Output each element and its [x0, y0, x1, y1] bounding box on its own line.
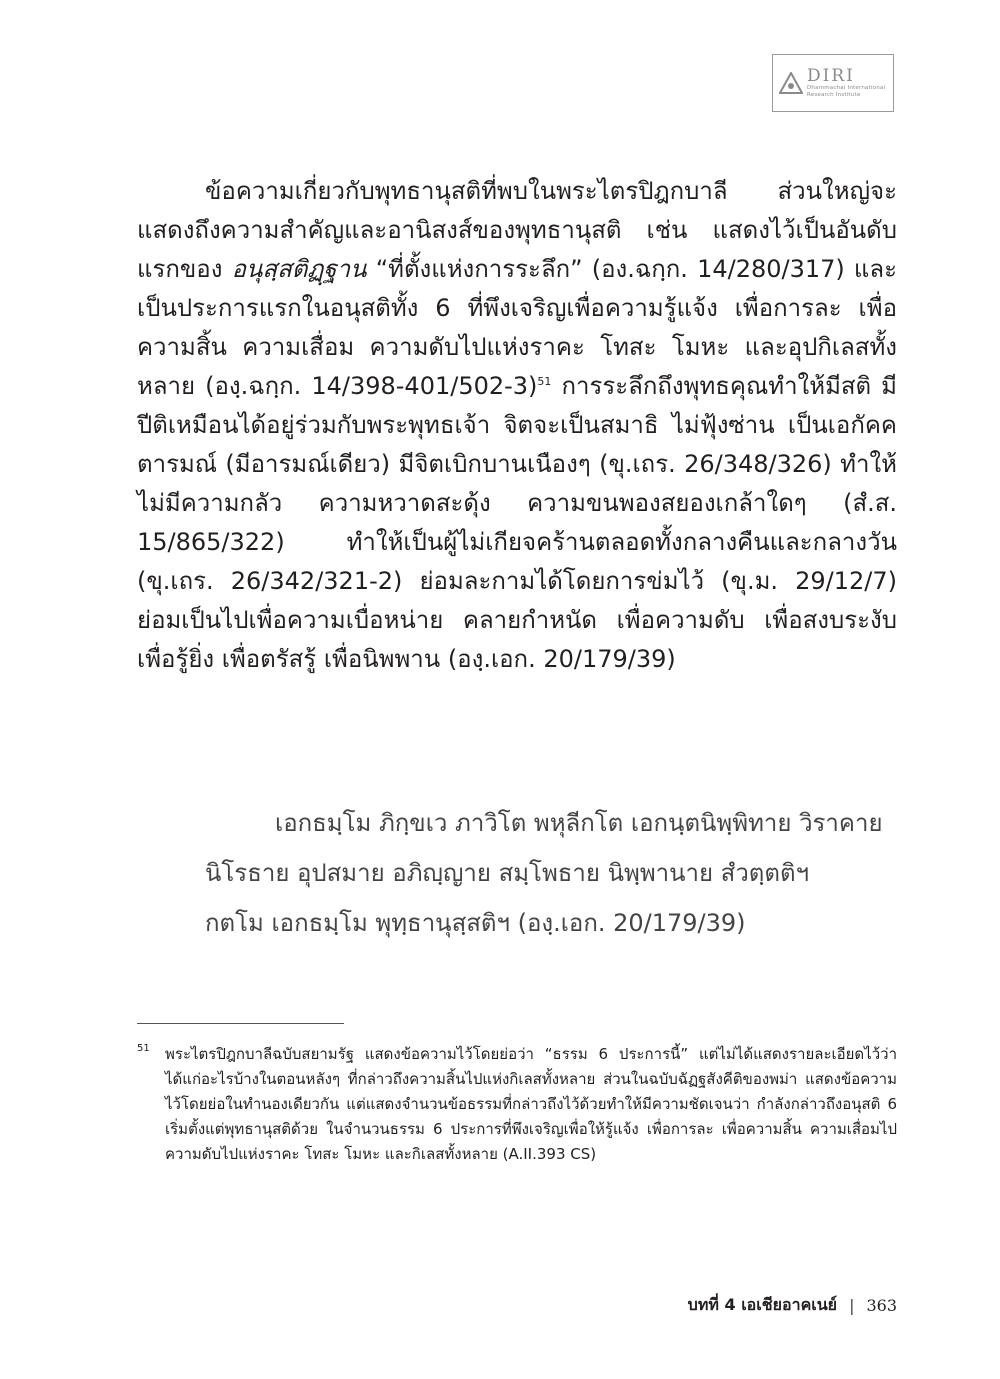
logo-line-2: Research Institute [807, 92, 861, 98]
pali-line-2: นิโรธาย อุปสมาย อภิญฺญาย สมฺโพธาย นิพฺพานาย สํวตฺตติฯ [205, 859, 810, 887]
italic-term: อนุสฺสติฏฺฐาน [231, 255, 367, 283]
diri-logo [772, 54, 894, 112]
footnote-reference[interactable]: 51 [537, 375, 552, 388]
logo-line-1: Dhammachai International [807, 85, 886, 91]
footnote [137, 1042, 897, 1167]
paragraph-text-3: การระลึกถึงพุทธคุณทำให้มีสติ มีปีติเหมือนได้อยู่ร่วมกับพระพุทธเจ้า จิตจะเป็นสมาธิ ไม่ฟุ้งซ่าน เป็นเอกัคคตารมณ์ (มีอารมณ์เดียว) มีจิตเบิกบานเนืองๆ (ขุ.เถร. 26/348/326) ทำให้ไม่มีความกลัว ความหวาดสะดุ้ง ความขนพองสยองเกล้าใดๆ (สํ.ส. 15/865/322) ทำให้เป็นผู้ไม่เกียจคร้านตลอดทั้งกลางคืนและกลางวัน (ขุ.เถร. 26/342/321-2) ย่อมละกามได้โดยการข่มไว้ (ขุ.ม. 29/12/7) ย่อมเป็นไปเพื่อความเบื่อหน่าย คลายกำหนัด เพื่อความดับ เพื่อสงบระงับ เพื่อรู้ยิ่ง เพื่อตรัสรู้ เพื่อนิพพาน (องฺ.เอก. 20/179/39) [137, 372, 898, 673]
pali-line-1: เอกธมฺโม ภิกฺขเว ภาวิโต พหุลีกโต เอกนฺตนิพฺพิทาย วิราคาย [275, 809, 883, 837]
pali-line-3: กตโม เอกธมฺโม พุทฺธานุสฺสติฯ (องฺ.เอก. 20/179/39) [205, 909, 746, 937]
footnote-number: 51 [137, 1043, 150, 1054]
page-number: 363 [866, 1296, 897, 1315]
logo-name: DIRI [807, 66, 855, 86]
main-paragraph [137, 172, 897, 679]
chapter-title: บทที่ 4 เอเชียอาคเนย์ [687, 1295, 838, 1314]
paragraph-text-1: ข้อความเกี่ยวกับพุทธานุสติที่พบในพระไตรปิฎกบาลี ส่วนใหญ่จะแสดงถึงความสำคัญและอานิสงส์ของพุทธานุสติ เช่น แสดงไว้เป็นอันดับแรกของ [137, 177, 897, 283]
paragraph-text-2: “ที่ตั้งแห่งการระลึก” (อง.ฉกฺก. 14/280/317) และเป็นประการแรกในอนุสติทั้ง 6 ที่พึงเจริญเพื่อความรู้แจ้ง เพื่อการละ เพื่อความสิ้น ความเสื่อม ความดับไปแห่งราคะ โทสะ โมหะ และอุปกิเลสทั้งหลาย (องฺ.ฉกฺก. 14/398-401/502-3) [137, 255, 898, 400]
page-footer [688, 1293, 897, 1318]
footnote-text: พระไตรปิฎกบาลีฉบับสยามรัฐ แสดงข้อความไว้โดยย่อว่า “ธรรม 6 ประการนี้” แต่ไม่ได้แสดงรายละเอียดไว้ว่าได้แก่อะไรบ้างในตอนหลังๆ ที่กล่าวถึงความสิ้นไปแห่งกิเลสทั้งหลาย ส่วนในฉบับฉัฏฐสังคีติของพม่า แสดงข้อความไว้โดยย่อในทำนองเดียวกัน แต่แสดงจำนวนข้อธรรมที่กล่าวถึงไว้ด้วยทำให้มีความชัดเจนว่า กำลังกล่าวถึงอนุสติ 6 เริ่มตั้งแต่พุทธานุสติด้วย ในจำนวนธรรม 6 ประการที่พึงเจริญเพื่อให้รู้แจ้ง เพื่อการละ เพื่อความสิ้น ความเสื่อมไป ความดับไปแห่งราคะ โทสะ โมหะ และกิเลสทั้งหลาย (A.II.393 CS) [165, 1045, 897, 1163]
footer-separator: | [849, 1296, 855, 1315]
footnote-divider [137, 1023, 344, 1024]
triangle-logo-icon [779, 72, 803, 94]
pali-quote [205, 798, 883, 948]
